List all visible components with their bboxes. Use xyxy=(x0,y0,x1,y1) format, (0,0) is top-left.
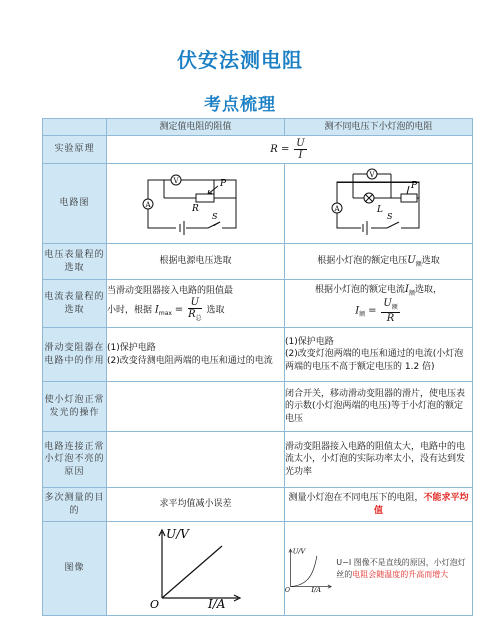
ammeter-col1-post: 选取 xyxy=(206,305,225,316)
graph-col1 xyxy=(107,522,285,616)
header-fixed-resistor: 测定值电阻的阻值 xyxy=(107,119,285,136)
voltmeter-col2 xyxy=(285,244,473,280)
ammeter-col2-i: I xyxy=(355,305,360,317)
row-label-principle: 实验原理 xyxy=(43,136,107,164)
ammeter-col1-frac xyxy=(188,297,202,323)
resistor-label: R xyxy=(191,204,199,215)
formula-fraction xyxy=(294,138,306,161)
ammeter-col2-sym: I xyxy=(405,284,409,296)
graph1-xlabel: I/A xyxy=(207,597,225,611)
circuit-diagram-resistor xyxy=(136,164,256,238)
lamp-switch-label: S xyxy=(386,212,392,222)
ammeter-col1-den-wrap xyxy=(188,309,202,323)
row-label-normal: 使小灯泡正常发光的操作 xyxy=(43,382,107,432)
page-title: 伏安法测电阻 xyxy=(177,48,303,72)
graph-curve xyxy=(285,525,332,613)
graph-note xyxy=(332,557,472,580)
voltmeter-col2-post: 选取 xyxy=(421,256,440,267)
ammeter-col2-num: U xyxy=(383,298,392,310)
ammeter-col2-sub: 额 xyxy=(408,290,415,298)
ammeter-symbol: A xyxy=(144,201,151,210)
multi-col2-pre: 测量小灯泡在不同电压下的电阻， xyxy=(288,493,424,504)
ammeter-col2-den: R xyxy=(386,312,395,324)
row-label-rheostat: 滑动变阻器在电路中的作用 xyxy=(43,328,107,382)
formula-lhs: R = xyxy=(270,144,290,155)
voltmeter-col2-sub: 额 xyxy=(415,260,422,268)
row-label-multi: 多次测量的目的 xyxy=(43,488,107,522)
multi-col2 xyxy=(285,488,473,522)
ammeter-col2-eq: = xyxy=(368,305,377,317)
rheostat-col2-item1: (1)保护电路 xyxy=(285,337,334,348)
section-subtitle: 考点梳理 xyxy=(204,95,276,115)
voltmeter-col2-sym: U xyxy=(407,255,416,267)
ammeter-col1-pre: 小时，根据 xyxy=(107,305,153,316)
multi-col2-red: 不能求平均值 xyxy=(373,493,469,516)
row-label-voltmeter: 电压表量程的选取 xyxy=(43,244,107,280)
graph-col2-wrap xyxy=(285,525,472,613)
row-label-notlit: 电路连接正常小灯泡不亮的原因 xyxy=(43,432,107,488)
graph2-xlabel: I/A xyxy=(311,585,321,594)
normal-col2: 闭合开关，移动滑动变阻器的滑片，使电压表的示数(小灯泡两端的电压)等于小灯泡的额定电压 xyxy=(285,382,473,432)
ammeter-col2-pre: 根据小灯泡的额定电流 xyxy=(315,285,406,296)
graph2-origin: O xyxy=(285,586,290,594)
notlit-col1-empty xyxy=(107,432,285,488)
slider-label: P xyxy=(219,179,226,190)
voltmeter-col1: 根据电源电压选取 xyxy=(107,244,285,280)
ammeter-col1-imax: I xyxy=(154,304,159,316)
rheostat-col1 xyxy=(107,328,285,382)
switch-label: S xyxy=(211,212,217,222)
graph-note-pre: U−I 图像不是直线的原因，小灯泡灯丝的 xyxy=(336,557,466,579)
ammeter-col2-i-sub: 额 xyxy=(359,311,366,319)
ammeter-col1 xyxy=(107,280,285,328)
ammeter-col1-imax-sub: max xyxy=(158,309,172,317)
ammeter-col2-line1 xyxy=(285,283,472,298)
lamp-label: L xyxy=(376,205,383,216)
circuit-diagram-lamp xyxy=(319,164,439,238)
lamp-ammeter-symbol: A xyxy=(333,205,340,214)
principle-formula xyxy=(107,136,473,164)
lamp-slider-label: P xyxy=(410,181,417,192)
rheostat-col1-item2: (2)改变待测电阻两端的电压和通过的电流 xyxy=(107,355,273,366)
formula-num: U xyxy=(296,138,305,149)
voltmeter-col2-pre: 根据小灯泡的额定电压 xyxy=(317,256,408,267)
row-label-ammeter: 电流表量程的选取 xyxy=(43,280,107,328)
rheostat-col2-item2: (2)改变灯泡两端的电压和通过的电流(小灯泡两端的电压不高于额定电压的 1.2 倍) xyxy=(285,349,464,372)
notlit-col2: 滑动变阻器接入电路的阻值太大，电路中的电流太小，小灯泡的实际功率太小，没有达到发光功率 xyxy=(285,432,473,488)
graph-linear xyxy=(146,522,246,610)
graph2-ylabel: U/V xyxy=(292,547,306,556)
comparison-table xyxy=(42,118,473,616)
circuit-fixed-resistor xyxy=(107,164,285,244)
formula-den: I xyxy=(298,150,303,161)
multi-col1: 求平均值减小误差 xyxy=(107,488,285,522)
ammeter-col2-num-sub: 额 xyxy=(391,304,398,312)
lamp-voltmeter-symbol: V xyxy=(368,171,375,180)
ammeter-col1-den-sub: 总 xyxy=(195,314,202,322)
graph-col2 xyxy=(285,522,473,616)
rheostat-col1-item1: (1)保护电路 xyxy=(107,343,156,354)
ammeter-col1-eq: = xyxy=(174,304,184,316)
ammeter-col2-post: 选取， xyxy=(414,285,442,296)
header-empty xyxy=(43,119,107,136)
row-label-graph: 图像 xyxy=(43,522,107,616)
ammeter-col1-den: R xyxy=(188,308,196,320)
ammeter-col1-line2 xyxy=(107,297,284,323)
ammeter-col2-frac xyxy=(381,298,399,324)
ammeter-col1-num: U xyxy=(188,297,202,309)
ammeter-col2 xyxy=(285,280,473,328)
row-label-circuit: 电路图 xyxy=(43,164,107,244)
graph1-origin: O xyxy=(149,598,159,611)
circuit-lamp xyxy=(285,164,473,244)
graph-note-red: 电阻会随温度的升高而增大 xyxy=(352,569,449,579)
graph1-ylabel: U/V xyxy=(165,527,189,542)
ammeter-col2-line2 xyxy=(285,298,472,324)
ammeter-col1-line1: 当滑动变阻器接入电路的阻值最 xyxy=(107,285,234,296)
header-lamp: 测不同电压下小灯泡的电阻 xyxy=(285,119,473,136)
rheostat-col2 xyxy=(285,328,473,382)
voltmeter-symbol: V xyxy=(172,177,179,186)
ammeter-col2-num-wrap xyxy=(381,298,399,313)
normal-col1-empty xyxy=(107,382,285,432)
